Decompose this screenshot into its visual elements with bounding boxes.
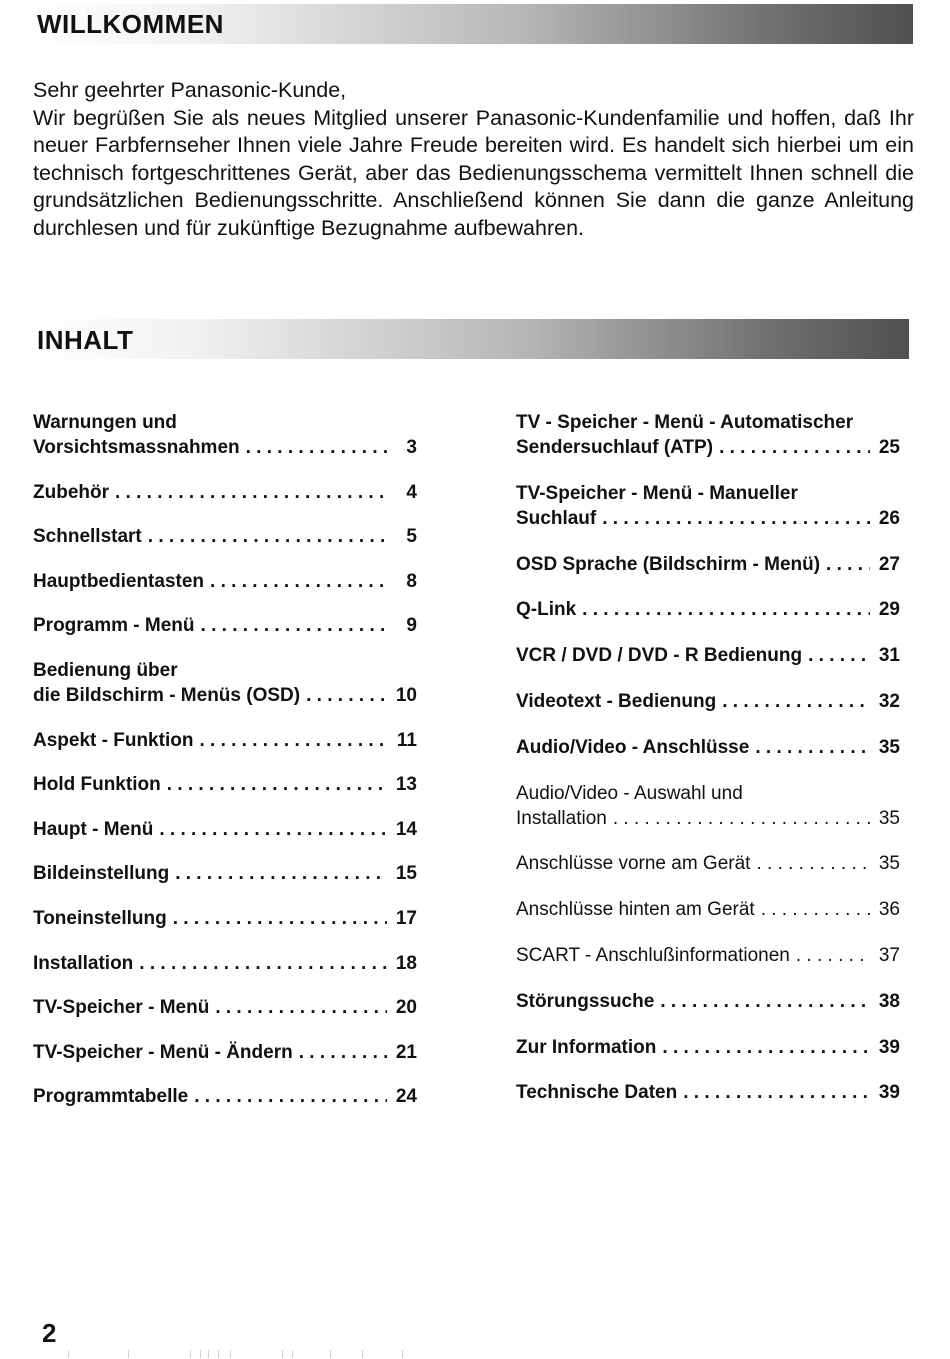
toc-page-number: 26 (878, 507, 900, 529)
toc-page-number: 14 (395, 818, 417, 840)
toc-entry-title: Hold Funktion (33, 774, 161, 796)
toc-entry[interactable] (516, 552, 900, 577)
toc-entry-title: TV-Speicher - Menü (33, 997, 210, 1019)
toc-entry-heading: TV-Speicher - Menü - Manueller (516, 482, 798, 504)
toc-page-number: 29 (878, 599, 900, 621)
contents-banner (33, 319, 909, 359)
toc-entry-title: Vorsichtsmassnahmen (33, 437, 240, 458)
toc-page-number: 35 (878, 807, 900, 829)
toc-entry[interactable] (516, 481, 900, 531)
toc-entry[interactable] (33, 951, 417, 976)
toc-page-number: 36 (878, 899, 900, 921)
toc-entry-title: Programmtabelle (33, 1086, 189, 1108)
toc-entry-title: Toneinstellung (33, 907, 167, 929)
toc-left-column (33, 410, 417, 1129)
toc-entry-title: Technische Daten (516, 1082, 678, 1104)
toc-entry[interactable] (33, 728, 417, 753)
toc-page-number: 18 (395, 952, 417, 974)
toc-entry-title: Störungssuche (516, 990, 655, 1012)
toc-leader-dots (194, 1084, 387, 1109)
toc-entry-title: Installation (33, 952, 134, 974)
toc-page-number: 39 (878, 1036, 900, 1058)
toc-leader-dots (215, 995, 387, 1020)
toc-entry[interactable] (516, 851, 900, 876)
toc-leader-dots (148, 524, 387, 549)
toc-page-number: 27 (878, 553, 900, 575)
toc-entry[interactable] (33, 480, 417, 505)
toc-page-number: 4 (406, 481, 417, 503)
toc-entry[interactable] (33, 1084, 417, 1109)
toc-leader-dots (306, 683, 387, 708)
toc-leader-dots (201, 613, 387, 638)
toc-page-number: 10 (395, 684, 417, 706)
toc-leader-dots (722, 689, 870, 714)
toc-entry-title: Q-Link (516, 599, 577, 621)
toc-leader-dots (139, 951, 387, 976)
toc-entry-title: Installation (516, 807, 607, 829)
toc-leader-dots (115, 480, 387, 505)
toc-leader-dots (210, 569, 387, 594)
toc-leader-dots (175, 861, 387, 886)
toc-entry[interactable] (33, 410, 417, 460)
toc-entry[interactable] (516, 1035, 900, 1060)
toc-entry[interactable] (33, 772, 417, 797)
toc-leader-dots (159, 817, 387, 842)
toc-entry[interactable] (516, 897, 900, 922)
toc-entry[interactable] (516, 735, 900, 760)
toc-entry-title: Bildeinstellung (33, 863, 170, 885)
welcome-body: Wir begrüßen Sie als neues Mitglied unserer Panasonic-Kundenfamilie und hoffen, daß Ihr neuer Farbfernseher Ihnen viele Jahre Freude bereiten wird. Es handelt sich hierbei um ein technisch fortgeschrittenes Gerät, aber das Bedienungsschema vermittelt Ihnen schnell die grundsätzlichen Bedienungsschritte. Anschließend können Sie dann die ganze Anleitung durchlesen und für zukünftige Bezugnahme aufbewahren. (33, 105, 914, 240)
toc-entry-title: Haupt - Menü (33, 818, 154, 840)
toc-entry[interactable] (33, 861, 417, 886)
toc-page-number: 21 (395, 1041, 417, 1063)
contents-title: INHALT (37, 325, 134, 355)
toc-page-number: 37 (878, 944, 900, 966)
toc-entry-title: die Bildschirm - Menüs (OSD) (33, 684, 301, 706)
toc-entry[interactable] (33, 906, 417, 931)
toc-page-number: 20 (395, 997, 417, 1019)
toc-leader-dots (719, 435, 870, 460)
footer-marks (60, 1350, 420, 1359)
toc-entry[interactable] (33, 1040, 417, 1065)
toc-leader-dots (173, 906, 387, 931)
toc-leader-dots (299, 1040, 387, 1065)
toc-entry-heading: Bedienung über (33, 659, 178, 681)
toc-page-number: 32 (878, 690, 900, 712)
welcome-banner (33, 4, 913, 44)
toc-entry[interactable] (33, 613, 417, 638)
toc-entry[interactable] (516, 989, 900, 1014)
toc-page-number: 11 (396, 729, 417, 751)
toc-right-column (516, 410, 900, 1126)
toc-entry[interactable] (516, 410, 900, 460)
toc-entry-title: Programm - Menü (33, 615, 195, 637)
toc-entry[interactable] (516, 781, 900, 831)
toc-entry-title: Anschlüsse vorne am Gerät (516, 853, 751, 875)
toc-entry[interactable] (33, 817, 417, 842)
toc-entry-title: Zubehör (33, 481, 109, 503)
toc-entry-title: Zur Information (516, 1036, 657, 1058)
toc-entry-title: Suchlauf (516, 507, 597, 529)
toc-page-number: 38 (878, 990, 900, 1012)
toc-leader-dots (808, 643, 870, 668)
toc-entry-title: Videotext - Bedienung (516, 690, 717, 712)
toc-leader-dots (662, 1035, 870, 1060)
toc-page-number: 3 (406, 437, 417, 458)
toc-leader-dots (246, 435, 387, 460)
toc-entry-heading: TV - Speicher - Menü - Automatischer (516, 412, 854, 433)
toc-page-number: 13 (395, 774, 417, 796)
welcome-title: WILLKOMMEN (37, 9, 224, 39)
toc-page-number: 31 (878, 645, 900, 667)
toc-entry-heading: Warnungen und (33, 412, 177, 433)
toc-page-number: 25 (878, 437, 900, 458)
toc-entry-title: OSD Sprache (Bildschirm - Menü) (516, 553, 821, 575)
toc-entry[interactable] (516, 597, 900, 622)
toc-entry-title: Sendersuchlauf (ATP) (516, 437, 714, 458)
page-number: 2 (42, 1318, 57, 1348)
toc-entry-title: Anschlüsse hinten am Gerät (516, 899, 755, 921)
toc-entry-title: TV-Speicher - Menü - Ändern (33, 1041, 293, 1063)
toc-leader-dots (199, 728, 387, 753)
toc-page-number: 9 (406, 615, 417, 637)
toc-leader-dots (796, 943, 870, 968)
toc-entry-title: Schnellstart (33, 526, 142, 548)
toc-page-number: 5 (406, 526, 417, 548)
toc-page-number: 15 (395, 863, 417, 885)
toc-leader-dots (602, 506, 870, 531)
toc-page-number: 8 (406, 570, 417, 592)
welcome-greeting: Sehr geehrter Panasonic-Kunde, (33, 78, 347, 102)
toc-page-number: 24 (395, 1086, 417, 1108)
toc-leader-dots (167, 772, 387, 797)
toc-page-number: 39 (878, 1082, 900, 1104)
toc-entry[interactable] (516, 1080, 900, 1105)
toc-leader-dots (756, 851, 870, 876)
toc-leader-dots (660, 989, 870, 1014)
toc-entry-title: VCR / DVD / DVD - R Bedienung (516, 645, 803, 667)
toc-entry[interactable] (33, 524, 417, 549)
toc-entry[interactable] (516, 689, 900, 714)
toc-entry[interactable] (516, 643, 900, 668)
toc-entry[interactable] (516, 943, 900, 968)
toc-leader-dots (755, 735, 870, 760)
toc-entry-title: SCART - Anschlußinformationen (516, 944, 790, 966)
toc-page-number: 35 (878, 736, 900, 758)
toc-entry[interactable] (33, 569, 417, 594)
toc-leader-dots (761, 897, 870, 922)
welcome-text (33, 77, 914, 243)
toc-entry-title: Hauptbedientasten (33, 570, 205, 592)
toc-leader-dots (683, 1080, 870, 1105)
toc-leader-dots (582, 597, 870, 622)
toc-page-number: 35 (878, 853, 900, 875)
toc-entry-title: Aspekt - Funktion (33, 729, 194, 751)
toc-entry-heading: Audio/Video - Auswahl und (516, 782, 743, 804)
toc-leader-dots (826, 552, 870, 577)
toc-entry[interactable] (33, 995, 417, 1020)
toc-entry[interactable] (33, 658, 417, 708)
toc-page-number: 17 (395, 907, 417, 929)
toc-entry-title: Audio/Video - Anschlüsse (516, 736, 750, 758)
toc-leader-dots (613, 806, 870, 831)
